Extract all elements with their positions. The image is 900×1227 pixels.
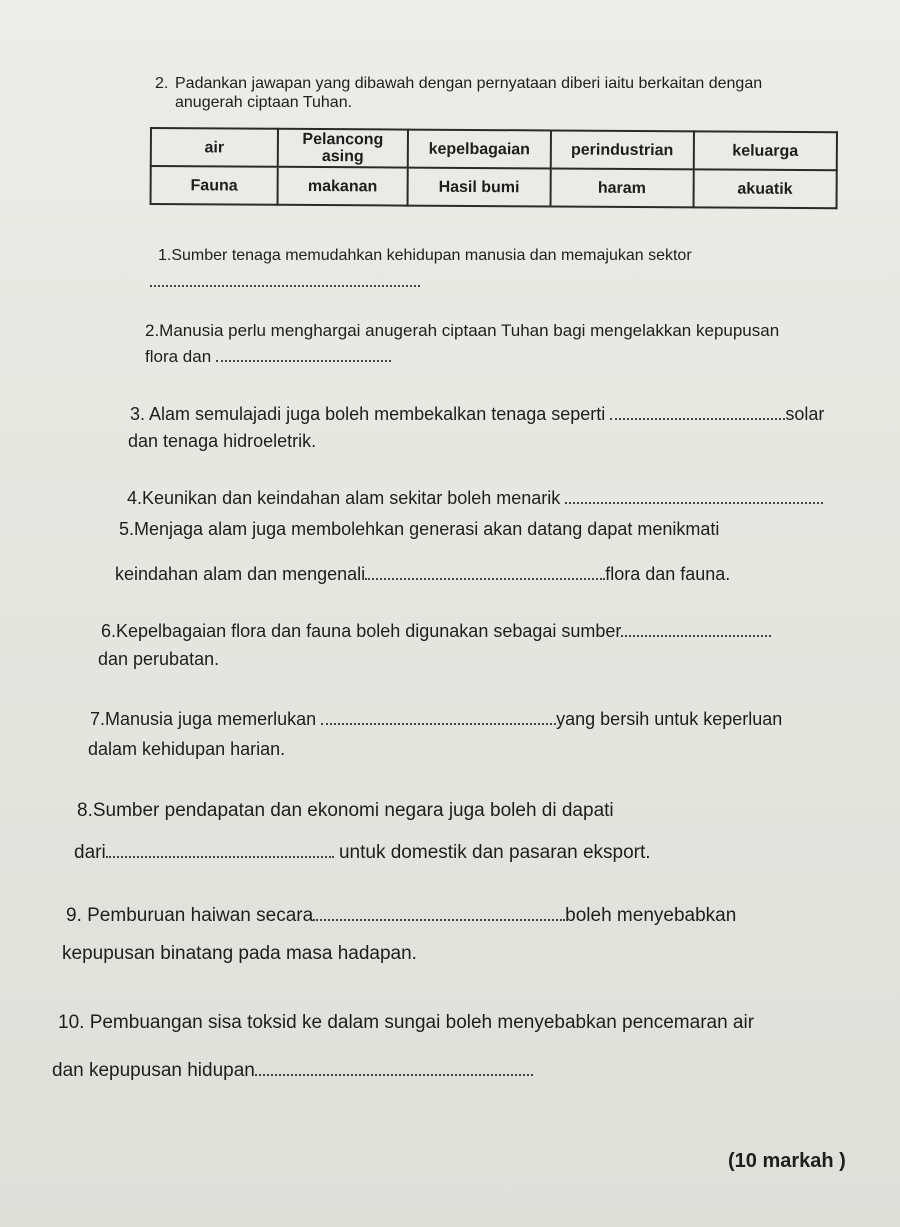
question-7-line-1 — [90, 708, 782, 730]
question-text: yang bersih untuk keperluan — [556, 709, 783, 729]
question-text: dalam kehidupan harian. — [88, 739, 286, 759]
question-text: 8.Sumber pendapatan dan ekonomi negara juga boleh di dapati — [77, 800, 614, 821]
question-text: 7.Manusia juga memerlukan — [90, 709, 317, 729]
question-3-line-1 — [130, 403, 824, 425]
question-6-line-1 — [101, 620, 771, 642]
question-text: flora dan — [145, 347, 212, 366]
word-cell: air — [151, 128, 278, 167]
answer-blank-2[interactable] — [216, 346, 391, 362]
question-8-line-2 — [74, 842, 651, 864]
question-text: 9. Pemburuan haiwan secara — [66, 905, 314, 926]
answer-blank-6[interactable] — [621, 621, 771, 637]
instruction-text: Padankan jawapan yang dibawah dengan pernyataan diberi iaitu berkaitan dengan anugerah ciptaan Tuhan. — [175, 75, 763, 111]
question-7-line-2 — [88, 738, 285, 760]
question-5-line-1 — [119, 518, 719, 540]
word-cell: Fauna — [151, 166, 278, 205]
question-text: boleh menyebabkan — [565, 905, 737, 926]
question-text: kepupusan binatang pada masa hadapan. — [62, 943, 417, 964]
question-text: 4.Keunikan dan keindahan alam sekitar boleh menarik — [127, 488, 561, 508]
question-2-line-2 — [145, 346, 391, 368]
answer-blank-4[interactable] — [565, 488, 823, 504]
question-text: 2.Manusia perlu menghargai anugerah ciptaan Tuhan bagi mengelakkan kepupusan — [145, 321, 780, 340]
word-cell: Hasil bumi — [408, 168, 551, 207]
instruction — [155, 74, 815, 112]
word-cell: makanan — [277, 167, 407, 206]
word-bank-row-2 — [151, 166, 837, 208]
question-9-line-1 — [66, 905, 736, 927]
answer-blank-10[interactable] — [255, 1060, 533, 1076]
question-10-line-2 — [52, 1060, 533, 1082]
question-8-line-1 — [77, 800, 614, 822]
question-text: 5.Menjaga alam juga membolehkan generasi akan datang dapat menikmati — [119, 519, 720, 539]
question-2-line-1 — [145, 320, 779, 342]
question-text: solar — [785, 404, 825, 424]
question-4 — [127, 487, 823, 509]
question-text: keindahan alam dan mengenali — [115, 564, 366, 584]
answer-blank-7[interactable] — [321, 709, 556, 725]
answer-blank-8[interactable] — [106, 842, 334, 858]
question-3-line-2 — [128, 430, 316, 452]
question-6-line-2 — [98, 648, 219, 670]
question-text: 3. Alam semulajadi juga boleh membekalkan tenaga seperti — [130, 404, 606, 424]
question-text: 1.Sumber tenaga memudahkan kehidupan manusia dan memajukan sektor — [158, 247, 692, 264]
question-text: 6.Kepelbagaian flora dan fauna boleh digunakan sebagai sumber — [101, 621, 622, 641]
word-cell: kepelbagaian — [408, 130, 551, 169]
question-text: 10. Pembuangan sisa toksid ke dalam sungai boleh menyebabkan pencemaran air — [58, 1012, 755, 1033]
instruction-number: 2. — [155, 75, 169, 92]
answer-blank-9[interactable] — [313, 905, 565, 921]
question-text: dan tenaga hidroeletrik. — [128, 431, 317, 451]
word-cell: haram — [550, 168, 693, 207]
word-cell: Pelancong asing — [278, 129, 408, 168]
question-9-line-2 — [62, 943, 417, 965]
question-text: flora dan fauna. — [605, 564, 731, 584]
question-text: untuk domestik dan pasaran eksport. — [338, 842, 651, 863]
answer-blank-5[interactable] — [365, 564, 605, 580]
word-bank-table — [150, 127, 838, 209]
answer-blank-3[interactable] — [610, 404, 785, 420]
question-5-line-2 — [115, 563, 730, 585]
question-text: dari — [74, 842, 106, 863]
question-text: dan perubatan. — [98, 649, 220, 669]
question-1 — [158, 245, 692, 267]
word-cell: perindustrian — [551, 130, 694, 169]
word-cell: akuatik — [693, 169, 836, 208]
question-text: dan kepupusan hidupan — [52, 1060, 255, 1081]
total-marks: (10 markah ) — [728, 1150, 846, 1172]
question-10-line-1 — [58, 1012, 754, 1034]
word-bank-row-1 — [151, 128, 837, 170]
word-cell: keluarga — [694, 131, 837, 170]
answer-blank-1[interactable] — [150, 270, 420, 292]
